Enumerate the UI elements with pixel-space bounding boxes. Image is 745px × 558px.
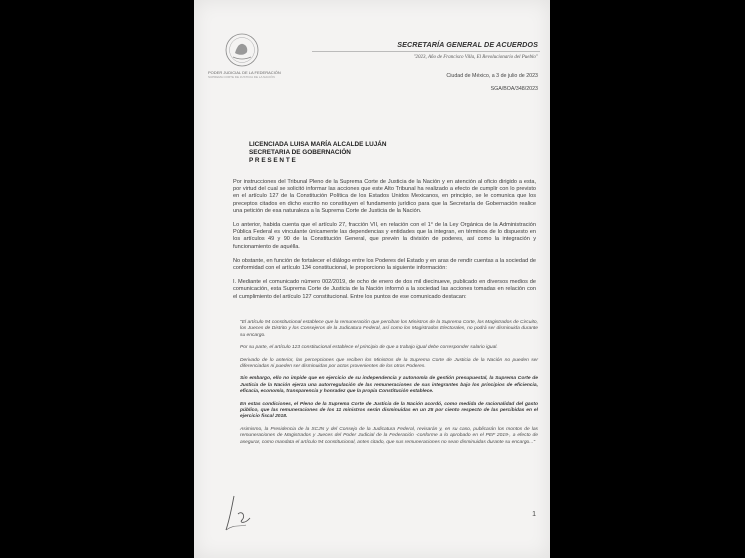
body-paragraph: Por instrucciones del Tribunal Pleno de la Suprema Corte de Justicia de la Nación y en atención al oficio dirigido a esta, por virtud del cual se solicitó informar las acciones que este Alto Tribunal ha realizado a efecto de cumplir con lo previsto en el artículo 127 de la Constitución Política de los Estados Unidos Mexicanos, en principio, se le comunica que los preceptos citados en dicho escrito no constituyen el fundamento jurídico para que la Secretaría de Gobernación realice una petición de esa naturaleza a la Suprema Corte de Justicia de la Nación. bbox=[233, 179, 536, 214]
addressee-name: LICENCIADA LUISA MARÍA ALCALDE LUJÁN bbox=[249, 141, 387, 148]
quote-paragraph: En estas condiciones, el Pleno de la Suprema Corte de Justicia de la Nación acordó, como medida de racionalidad del gasto público, que las remuneraciones de los 11 ministros serán disminuidas en un 25 por ciento respecto de las percibidas en el ejercicio fiscal 2018. bbox=[240, 401, 538, 420]
body-paragraph: No obstante, en función de fortalecer el diálogo entre los Poderes del Estado y en aras de rendir cuentas a la sociedad de conformidad con el artículo 134 constitucional, le proporciono la siguiente información: bbox=[233, 257, 536, 272]
addressee-block bbox=[249, 141, 387, 165]
quote-paragraph: Sin embargo, ello no impide que en ejercicio de su independencia y autonomía de gestión presupuestal, la Suprema Corte de Justicia de la Nación ejerza una autorregulación de las remuneraciones de sus integrantes bajo los principios de eficiencia, eficacia, economía, transparencia y honradez que la propia Constitución establece. bbox=[240, 376, 538, 395]
office-title: SECRETARÍA GENERAL DE ACUERDOS bbox=[397, 40, 538, 49]
reference-number: SGA/BOA/348/2023 bbox=[490, 86, 538, 92]
quote-paragraph: Asimismo, la Presidencia de la SCJN y del Consejo de la Judicatura Federal, revisarán y, en su caso, publicarán los montos de las remuneraciones de Magistrados y Jueces del Poder Judicial de la Federación -conforme a lo aprobado en el PEF 2019-, a efecto de asegurar, como mandata el artículo 94 constitucional, antes citado, que sus remuneraciones no sean disminuidas durante su encargo..." bbox=[240, 426, 538, 445]
quote-paragraph: Derivado de lo anterior, las percepciones que reciben los Ministros de la Suprema Corte de Justicia de la Nación no pueden ser diferenciadas ni pueden ser disminuidas por actos provenientes de los otros Poderes. bbox=[240, 357, 538, 370]
addressee-presente: P R E S E N T E bbox=[249, 157, 296, 164]
quoted-statement bbox=[240, 320, 538, 452]
quote-paragraph: Por su parte, el artículo 123 constitucional establece el principio de que a trabajo igual debe corresponder salario igual. bbox=[240, 345, 498, 351]
letter-body bbox=[233, 179, 536, 308]
letter-date: Ciudad de México, a 3 de julio de 2023 bbox=[446, 73, 538, 79]
motto: "2023, Año de Francisco Villa, El Revolucionario del Pueblo" bbox=[413, 55, 538, 60]
seal-caption: PODER JUDICIAL DE LA FEDERACIÓN SUPREMA CORTE DE JUSTICIA DE LA NACIÓN bbox=[208, 70, 281, 79]
letter-page bbox=[194, 0, 550, 558]
body-paragraph: I. Mediante el comunicado número 002/2019, de ocho de enero de dos mil diecinueve, publicado en diversos medios de comunicación, esta Suprema Corte de Justicia de la Nación informó a la sociedad las acciones tomadas en relación con el cumplimiento del artículo 127 constitucional. Entre los puntos de ese comunicado destacan: bbox=[233, 279, 536, 300]
signature-icon bbox=[212, 494, 272, 534]
addressee-role: SECRETARIA DE GOBERNACIÓN bbox=[249, 149, 351, 156]
quote-paragraph: "El artículo 94 constitucional establece que la remuneración que perciban los Ministros de la Suprema Corte, los Magistrados de Circuito, los Jueces de Distrito y los Consejeros de la Judicatura Federal, así como los Magistrados Electorales, no podrá ser disminuida durante su encargo. bbox=[240, 320, 538, 338]
page-number: 1 bbox=[532, 511, 536, 518]
national-seal-icon bbox=[224, 32, 260, 68]
header-divider bbox=[312, 51, 540, 52]
body-paragraph: Lo anterior, habida cuenta que el artículo 27, fracción VII, en relación con el 1° de la Ley Orgánica de la Administración Pública Federal es vinculante únicamente las dependencias y entidades que la integran, en términos de lo dispuesto en los artículos 49 y 90 de la Constitución General, que prevén la división de poderes, así como la integración y funcionamiento de aquélla. bbox=[233, 222, 536, 250]
